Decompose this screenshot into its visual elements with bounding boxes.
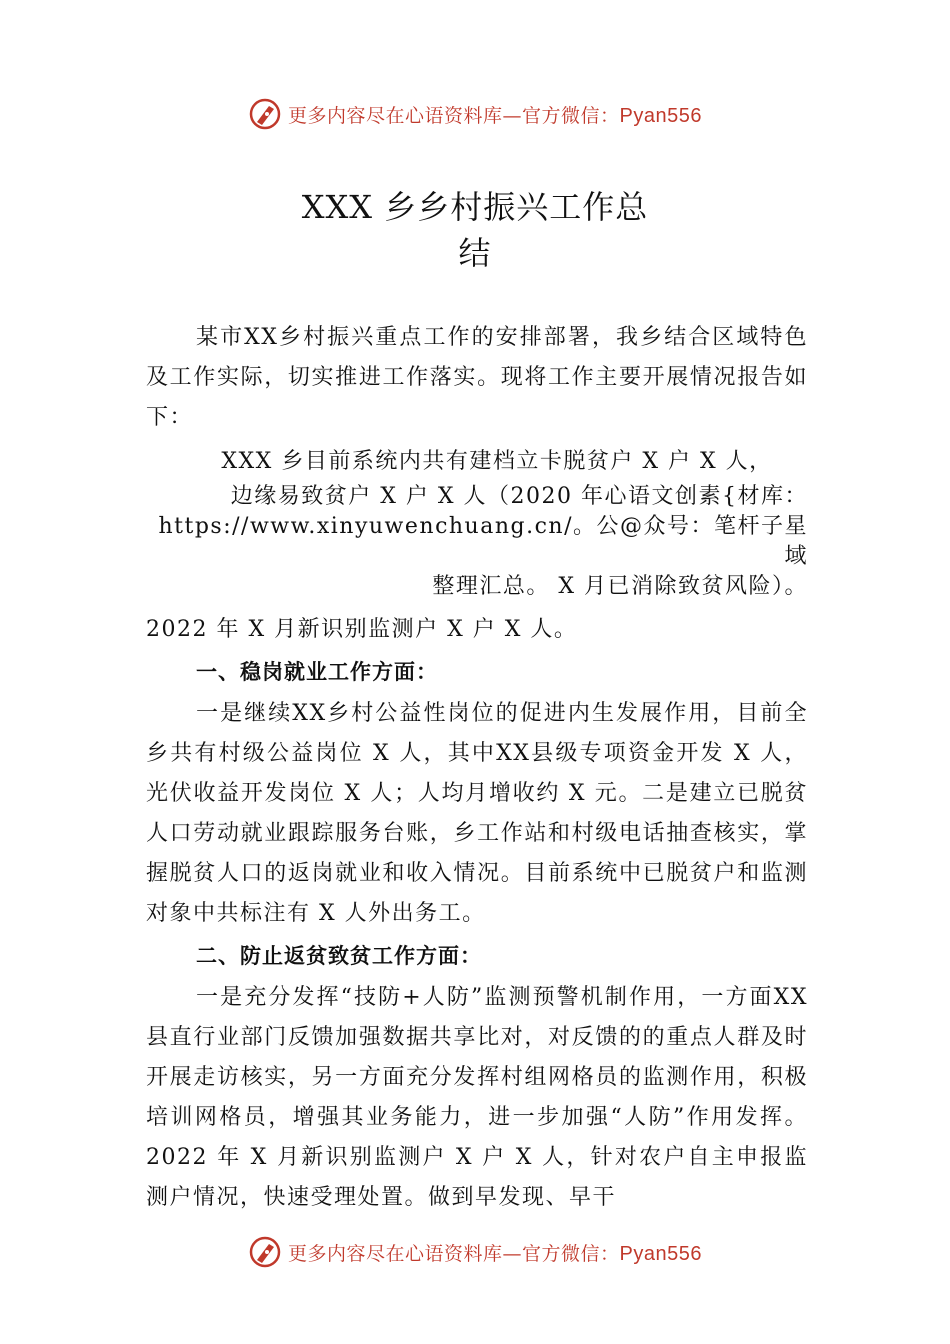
title-line-1: XXX 乡乡村振兴工作总	[301, 188, 649, 226]
document-body	[146, 318, 808, 1218]
section-heading-1: 一、稳岗就业工作方面：	[196, 660, 438, 684]
section-2-paragraph: 一是充分发挥“技防+人防”监测预警机制作用，一方面XX县直行业部门反馈加强数据共享比对，对反馈的的重点人群及时开展走访核实，另一方面充分发挥村组网格员的监测作用，积极培训网格员，增强其业务能力，进一步加强“人防”作用发挥。2022 年 X 月新识别监测户 X 户 X 人，针对农户自主申报监测户情况，快速受理处置。做到早发现、早干	[146, 985, 808, 1210]
stats-line-5: 2022 年 X 月新识别监测户 X 户 X 人。	[146, 617, 578, 642]
section-heading-2: 二、防止返贫致贫工作方面：	[196, 944, 482, 968]
stats-line-2: 边缘易致贫户 X 户 X 人（2020 年心语文创素{材库：	[230, 484, 808, 509]
banner-text: 更多内容尽在心语资料库—官方微信：Pyan556	[288, 104, 702, 127]
header-banner	[0, 94, 950, 134]
stats-line-3: https://www.xinyuwenchuang.cn/。公@众号：笔杆子星域	[158, 514, 808, 569]
document-title	[0, 184, 950, 276]
stats-line-4: 整理汇总。 X 月已消除致贫风险）。	[432, 574, 808, 599]
stats-line-1: XXX 乡目前系统内共有建档立卡脱贫户 X 户 X 人，	[221, 449, 773, 474]
intro-paragraph: 某市XX乡村振兴重点工作的安排部署，我乡结合区域特色及工作实际，切实推进工作落实。现将工作主要开展情况报告如下：	[146, 325, 808, 430]
stats-block	[146, 442, 808, 602]
banner-text: 更多内容尽在心语资料库—官方微信：Pyan556	[288, 1242, 702, 1265]
title-line-2: 结	[458, 234, 492, 272]
footer-banner	[0, 1232, 950, 1272]
pen-nib-circle-icon	[248, 97, 282, 131]
pen-nib-circle-icon	[248, 1235, 282, 1269]
section-1-paragraph: 一是继续XX乡村公益性岗位的促进内生发展作用，目前全乡共有村级公益岗位 X 人，其中XX县级专项资金开发 X 人，光伏收益开发岗位 X 人；人均月增收约 X 元。二是建立已脱贫人口劳动就业跟踪服务台账，乡工作站和村级电话抽查核实，掌握脱贫人口的返岗就业和收入情况。目前系统中已脱贫户和监测对象中共标注有 X 人外出务工。	[146, 701, 808, 926]
